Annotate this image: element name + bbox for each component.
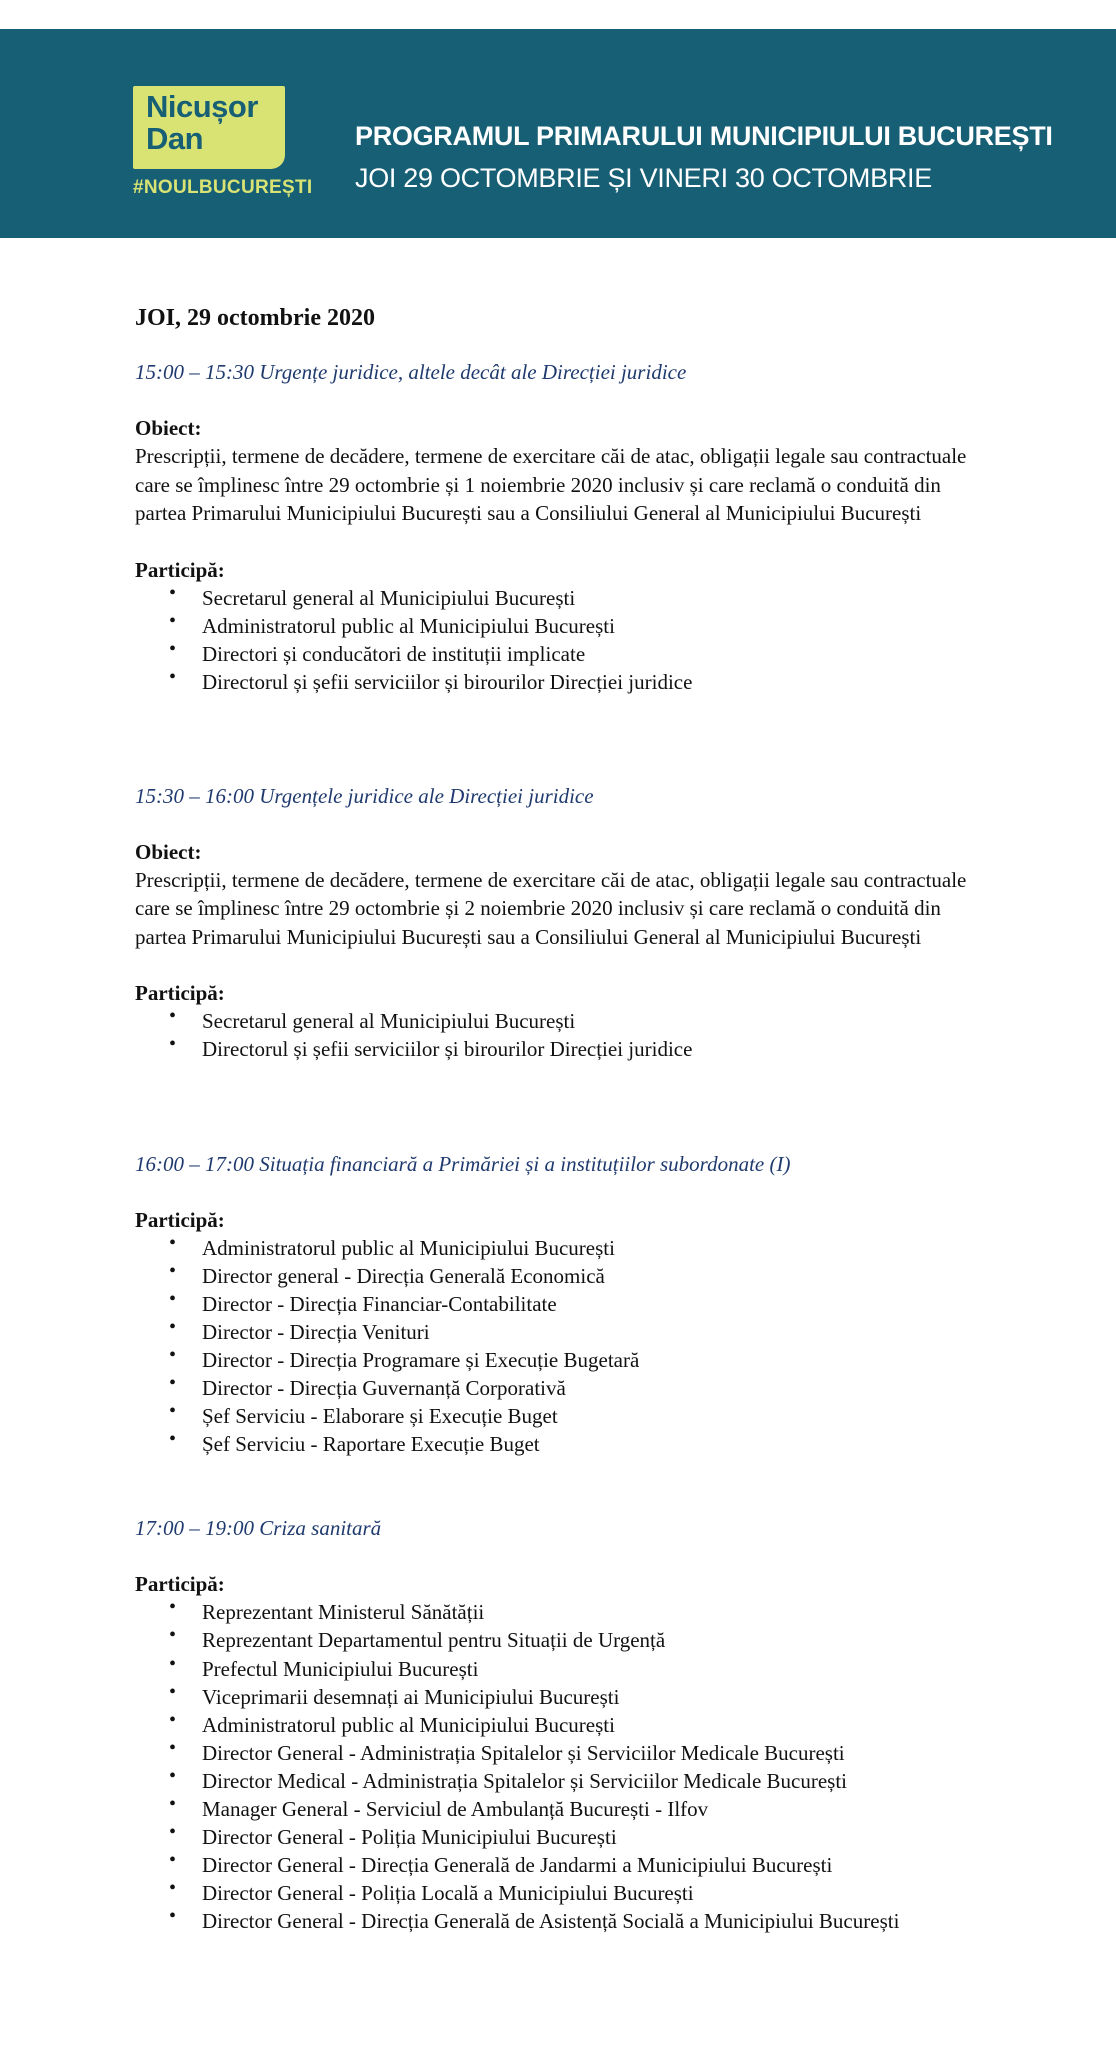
- participants-label: Participă:: [135, 1207, 225, 1232]
- bullet-icon: •: [169, 1259, 177, 1282]
- bullet-icon: •: [169, 665, 177, 688]
- bullet-icon: •: [169, 1033, 177, 1056]
- bullet-icon: •: [169, 1877, 177, 1900]
- list-item: • Prefectul Municipiului București: [135, 1655, 995, 1683]
- header-banner: [0, 29, 1116, 238]
- list-item: • Director - Direcția Programare și Execuție Bugetară: [135, 1346, 995, 1374]
- bullet-icon: •: [169, 1821, 177, 1844]
- list-item: • Director - Direcția Financiar-Contabilitate: [135, 1290, 995, 1318]
- page-title: PROGRAMUL PRIMARULUI MUNICIPIULUI BUCUREȘTI: [355, 121, 1053, 151]
- session-4: [135, 1514, 995, 1935]
- list-item: • Secretarul general al Municipiului București: [135, 1007, 995, 1035]
- list-item: • Șef Serviciu - Raportare Execuție Buget: [135, 1430, 995, 1458]
- session-1: [135, 358, 995, 696]
- list-item: • Directorul și șefii serviciilor și birourilor Direcției juridice: [135, 1035, 995, 1063]
- list-item: • Directori și conducători de instituții implicate: [135, 640, 995, 668]
- bullet-icon: •: [169, 1708, 177, 1731]
- bullet-icon: •: [169, 1343, 177, 1366]
- participants-label: Participă:: [135, 981, 225, 1006]
- list-item: • Viceprimarii desemnați ai Municipiului București: [135, 1683, 995, 1711]
- bullet-icon: •: [169, 1287, 177, 1310]
- bullet-icon: •: [169, 1680, 177, 1703]
- logo: [133, 86, 285, 169]
- participants-label: Participă:: [135, 557, 225, 582]
- session-3: [135, 1150, 995, 1459]
- bullet-icon: •: [169, 1372, 177, 1395]
- list-item: • Secretarul general al Municipiului București: [135, 584, 995, 612]
- session-title: 15:30 – 16:00 Urgențele juridice ale Direcției juridice: [135, 783, 594, 808]
- bullet-icon: •: [169, 1315, 177, 1338]
- list-item: • Șef Serviciu - Elaborare și Execuție Buget: [135, 1402, 995, 1430]
- bullet-icon: •: [169, 581, 177, 604]
- object-label: Obiect:: [135, 416, 202, 440]
- bullet-icon: •: [169, 1231, 177, 1254]
- participants-list: [135, 581, 995, 696]
- logo-name: Nicușor Dan: [146, 89, 258, 156]
- list-item: • Administratorul public al Municipiului București: [135, 1234, 995, 1262]
- bullet-icon: •: [169, 1428, 177, 1451]
- bullet-icon: •: [169, 1764, 177, 1787]
- bullet-icon: •: [169, 1624, 177, 1647]
- object-text: Prescripții, termene de decădere, termene de exercitare căi de atac, obligații legale sau contractuale care se împlinesc între 29 octombrie și 2 noiembrie 2020 inclusiv și care reclamă o conduită din partea Primarului Municipiului București sau a Consiliului General al Municipiului București: [135, 867, 967, 949]
- logo-hashtag: #NOULBUCUREȘTI: [133, 177, 313, 198]
- list-item: • Director General - Direcția Generală de Asistență Socială a Municipiului București: [135, 1907, 995, 1935]
- list-item: • Director General - Direcția Generală de Jandarmi a Municipiului București: [135, 1851, 995, 1879]
- session-title: 17:00 – 19:00 Criza sanitară: [135, 1516, 382, 1541]
- participants-label: Participă:: [135, 1572, 225, 1597]
- session-title: 15:00 – 15:30 Urgențe juridice, altele decât ale Direcției juridice: [135, 360, 687, 384]
- list-item: • Directorul și șefii serviciilor și birourilor Direcției juridice: [135, 668, 995, 696]
- bullet-icon: •: [169, 637, 177, 660]
- list-item: • Administratorul public al Municipiului București: [135, 1711, 995, 1739]
- object-text: Prescripții, termene de decădere, termene de exercitare căi de atac, obligații legale sau contractuale care se împlinesc între 29 octombrie și 1 noiembrie 2020 inclusiv și care reclamă o conduită din partea Primarului Municipiului București sau a Consiliului General al Municipiului București: [135, 444, 967, 525]
- bullet-icon: •: [169, 1400, 177, 1423]
- list-item: • Reprezentant Departamentul pentru Situații de Urgență: [135, 1626, 995, 1654]
- bullet-icon: •: [169, 1905, 177, 1928]
- list-item: • Director - Direcția Guvernanță Corporativă: [135, 1374, 995, 1402]
- list-item: • Director Medical - Administrația Spitalelor și Serviciilor Medicale București: [135, 1767, 995, 1795]
- bullet-icon: •: [169, 1652, 177, 1675]
- list-item: • Director - Direcția Venituri: [135, 1318, 995, 1346]
- session-title: 16:00 – 17:00 Situația financiară a Primăriei și a instituțiilor subordonate (I): [135, 1151, 791, 1176]
- participants-list: [135, 1598, 995, 1935]
- list-item: • Director General - Administrația Spitalelor și Serviciilor Medicale București: [135, 1739, 995, 1767]
- participants-list: [135, 1007, 995, 1063]
- list-item: • Director General - Poliția Municipiului București: [135, 1823, 995, 1851]
- participants-list: [135, 1231, 995, 1459]
- list-item: • Reprezentant Ministerul Sănătății: [135, 1598, 995, 1626]
- bullet-icon: •: [169, 1005, 177, 1028]
- bullet-icon: •: [169, 1736, 177, 1759]
- list-item: • Administratorul public al Municipiului București: [135, 612, 995, 640]
- day-heading: JOI, 29 octombrie 2020: [135, 305, 375, 331]
- page-subtitle: JOI 29 OCTOMBRIE ȘI VINERI 30 OCTOMBRIE: [355, 163, 932, 193]
- session-2: [135, 782, 995, 1064]
- schedule-content: [135, 302, 995, 1935]
- list-item: • Director general - Direcția Generală Economică: [135, 1262, 995, 1290]
- bullet-icon: •: [169, 609, 177, 632]
- list-item: • Manager General - Serviciul de Ambulanță București - Ilfov: [135, 1795, 995, 1823]
- bullet-icon: •: [169, 1596, 177, 1619]
- bullet-icon: •: [169, 1849, 177, 1872]
- object-label: Obiect:: [135, 839, 202, 864]
- list-item: • Director General - Poliția Locală a Municipiului București: [135, 1879, 995, 1907]
- bullet-icon: •: [169, 1792, 177, 1815]
